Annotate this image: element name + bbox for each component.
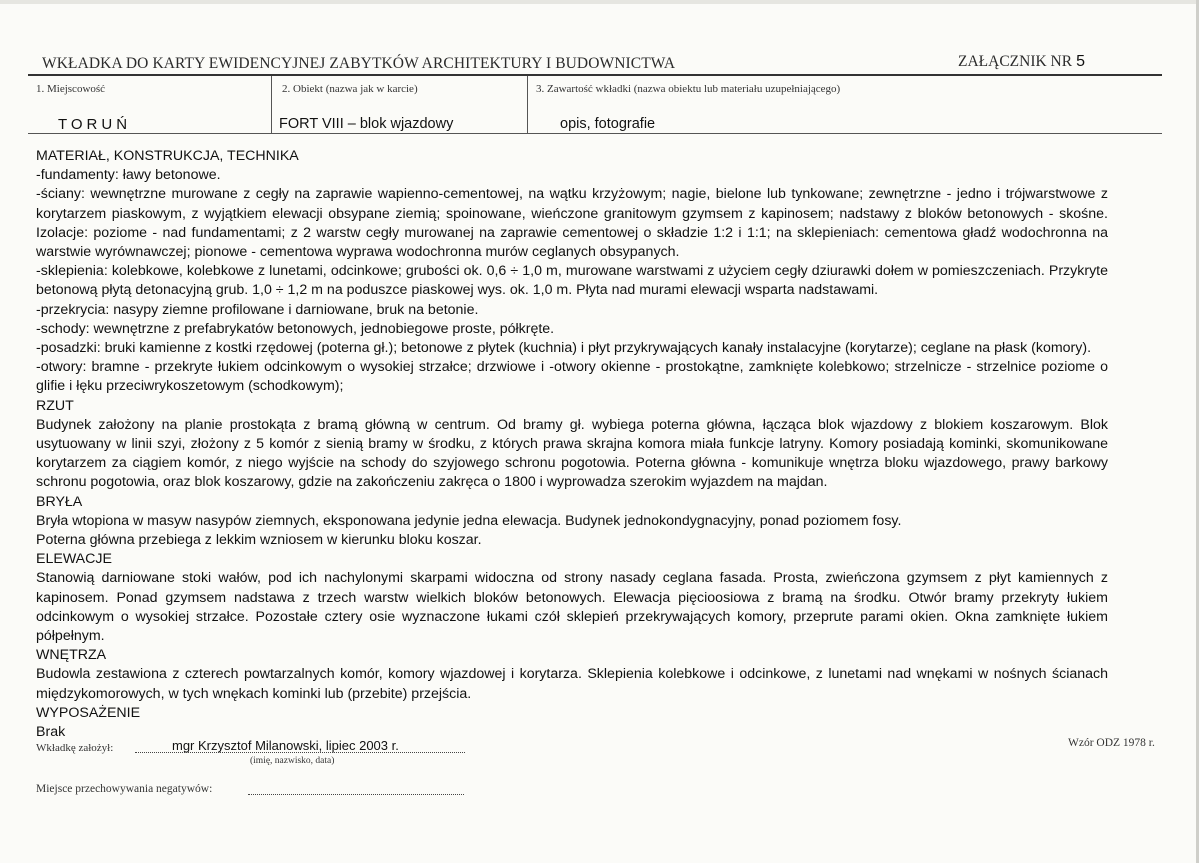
author-hint: (imię, nazwisko, data) [250, 756, 335, 766]
paragraph: -sklepienia: kolebkowe, kolebkowe z lunetami, odcinkowe; grubości ok. 0,6 ÷ 1,0 m, murowane warstwami z użyciem cegły dziurawki dołem w pomieszczeniach. Przykryte betonową płytą detonacyjną grub. 1,0 ÷ 1,2 m na poduszce piaskowej wys. ok. 1,0 m. Płyta nad murami elewacji wsparta nadstawami. [36, 263, 1108, 299]
annex-number: 5 [1076, 53, 1085, 70]
column-divider-1 [271, 76, 272, 134]
negatives-label: Miejsce przechowywania negatywów: [36, 783, 213, 795]
section-heading: WNĘTRZA [36, 647, 107, 664]
author-dotted-line [135, 752, 465, 753]
column-label-locality: 1. Miejscowość [36, 83, 106, 95]
paragraph: -otwory: bramne - przekryte łukiem odcinkowym o wysokiej strzałce; drzwiowe i -otwory okienne - prostokątne, zamknięte kolebkowo; strzelnicze - strzelnice poziome o glifie i łęku przeciwrykoszetowym (schodkowym); [36, 359, 1108, 395]
column-divider-2 [527, 76, 528, 134]
header-rule [28, 74, 1162, 76]
section-heading: WYPOSAŻENIE [36, 704, 141, 721]
section-heading: RZUT [36, 397, 74, 414]
paragraph: Budynek założony na planie prostokąta z bramą główną w centrum. Od bramy gł. wybiega poterna główna, łącząca blok wjazdowy z blokiem koszarowym. Blok usytuowany w linii szyi, złożony z 5 komór z sienią bramy w środku, z których prawa skrajna komora miała funkcje latryny. Komory posiadają kominki, skomunikowane korytarzem za ciągiem komór, z niego wyjście na schody do szyjowego schronu pogotowia. Poterna główna - komunikuje wnętrza bloku wjazdowego, prawy barkowy schronu pogotowia, oraz blok koszarowy, gdzie na zakończeniu zakręca o 1800 i wyprowadza szerokim wyjazdem na majdan. [36, 416, 1108, 491]
object-value: FORT VIII – blok wjazdowy [279, 116, 454, 132]
paragraph: -posadzki: bruki kamienne z kostki rzędowej (poterna gł.); betonowe z płytek (kuchnia) i płyt przykrywających kanały instalacyjne (korytarze); ceglane na płask (komory). [36, 340, 1092, 357]
negatives-dotted-line [248, 794, 464, 795]
section-heading: MATERIAŁ, KONSTRUKCJA, TECHNIKA [36, 148, 299, 164]
paragraph: -przekrycia: nasypy ziemne profilowane i darniowane, bruk na betonie. [36, 301, 479, 318]
author-label: Wkładkę założył: [36, 742, 114, 754]
paragraph: Stanowią darniowane stoki wałów, pod ich nachylonymi skarpami widoczna od strony nasady ceglana fasada. Prosta, zwieńczona gzymsem z płyt kamiennych z kapinosem. Ponad gzymsem nadstawa z trzech warstw wielkich bloków betonowych. Elewacja pięcioosiowa z bramą na środku. Otwór bramy przekryty łukiem odcinkowym o wysokiej strzałce. Pozostałe cztery osie wyznaczone łukami czół sklepień przekrywających komory, przeprute parami okien. Okna zamknięte łukiem półpełnym. [36, 570, 1108, 645]
paragraph: -ściany: wewnętrzne murowane z cegły na zaprawie wapienno-cementowej, na wątku krzyżowym; nagie, bielone lub tynkowane; zewnętrzne - jedno i trójwarstwowe z korytarzem piaskowym, z wyjątkiem elewacji obsypane ziemią; spoinowane, wieńczone granitowym gzymsem z kapinosem; nadstawy z bloków betonowych - skośne. Izolacje: poziome - nad fundamentami; z 2 warstw cegły murowanej na zaprawie cementowej o składzie 1:2 i 1:1; na sklepieniach: cementowa gładź wodochronna na warstwie wyrównawczej; pionowe - cementowa wyprawa wodochronna murów ceglanych obsypanych. [36, 186, 1108, 261]
author-value: mgr Krzysztof Milanowski, lipiec 2003 r. [172, 738, 399, 753]
paragraph: -fundamenty: ławy betonowe. [36, 167, 221, 184]
annex-label [958, 53, 1085, 71]
section-heading: ELEWACJE [36, 551, 112, 568]
paragraph: Bryła wtopiona w masyw nasypów ziemnych, eksponowana jedynie jedna elewacja. Budynek jednokondygnacyjny, ponad poziomem fosy. [36, 512, 902, 529]
scan-edge-top [0, 0, 1199, 4]
form-reference: Wzór ODZ 1978 r. [1068, 737, 1155, 749]
annex-label-text: ZAŁĄCZNIK NR [958, 53, 1073, 70]
description-body [36, 147, 1108, 742]
paragraph: Poterna główna przebiega z lekkim wzniosem w kierunku bloku koszar. [36, 532, 482, 549]
form-title: WKŁADKA DO KARTY EWIDENCYJNEJ ZABYTKÓW ARCHITEKTURY I BUDOWNICTWA [42, 55, 676, 72]
paragraph: Brak [36, 724, 66, 741]
contents-value: opis, fotografie [560, 116, 656, 132]
column-label-object: 2. Obiekt (nazwa jak w karcie) [282, 83, 418, 95]
paragraph: -schody: wewnętrzne z prefabrykatów betonowych, jednobiegowe proste, półkręte. [36, 320, 555, 337]
paragraph: Budowla zestawiona z czterech powtarzalnych komór, komory wjazdowej i korytarza. Sklepienia kolebkowe i odcinkowe, z lunetami nad wnękami w nośnych ścianach międzykomorowych, w tych wnękach kominki lub (przebite) przejścia. [36, 666, 1108, 702]
column-label-contents: 3. Zawartość wkładki (nazwa obiektu lub materiału uzupełniającego) [536, 83, 841, 95]
locality-value: TORUŃ [58, 116, 132, 133]
header-table-bottom-rule [28, 133, 1162, 134]
section-heading: BRYŁA [36, 493, 83, 510]
